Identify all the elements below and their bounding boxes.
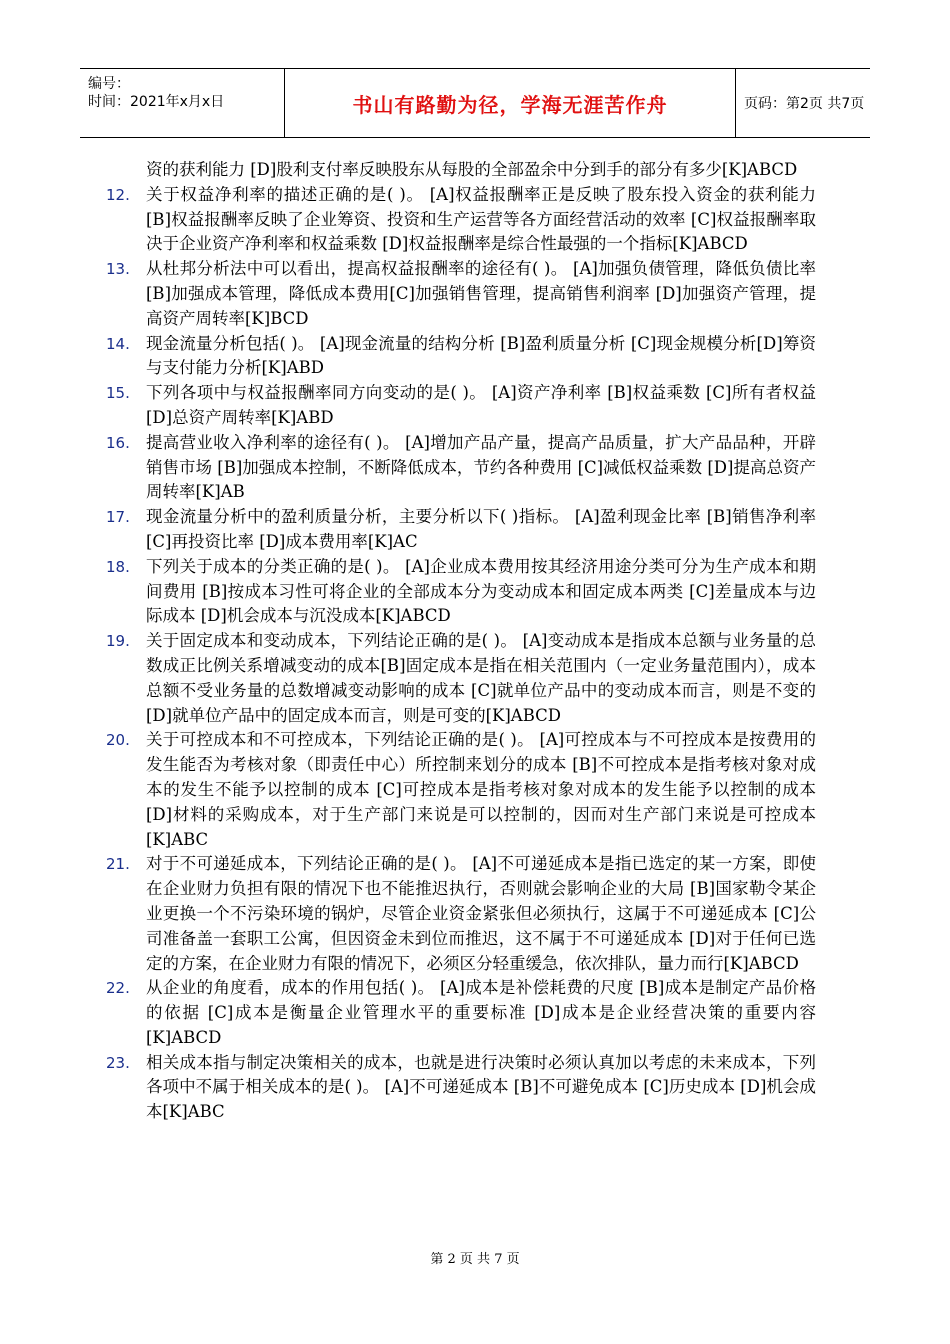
header-meta-cell xyxy=(80,69,285,137)
header-page-info: 页码：第2页 共7页 xyxy=(744,96,865,112)
item-text: 下列关于成本的分类正确的是( )。 [A]企业成本费用按其经济用途分类可分为生产成本和期间费用 [B]按成本习性可将企业的全部成本分为变动成本和固定成本两类 [C]差量成本与边际成本 [D]机会成本与沉没成本[K]ABCD xyxy=(146,556,816,626)
list-item xyxy=(106,976,816,1050)
item-text: 提高营业收入净利率的途径有( )。 [A]增加产品产量，提高产品质量，扩大产品品种，开辟销售市场 [B]加强成本控制，不断降低成本，节约各种费用 [C]减低权益乘数 [D]提高总资产周转率[K]AB xyxy=(146,432,816,502)
item-number: 23. xyxy=(106,1053,130,1072)
list-item xyxy=(106,183,816,257)
item-number: 22. xyxy=(106,979,130,998)
item-text: 现金流量分析中的盈利质量分析，主要分析以下( )指标。 [A]盈利现金比率 [B]销售净利率 [C]再投资比率 [D]成本费用率[K]AC xyxy=(146,507,816,551)
list-item xyxy=(106,555,816,629)
item-text: 从企业的角度看，成本的作用包括( )。 [A]成本是补偿耗费的尺度 [B]成本是制定产品价格的依据 [C]成本是衡量企业管理水平的重要标准 [D]成本是企业经营决策的重要内容[K]ABCD xyxy=(146,978,816,1047)
list-item xyxy=(106,431,816,505)
item-text: 从杜邦分析法中可以看出，提高权益报酬率的途径有( )。 [A]加强负债管理，降低负债比率 [B]加强成本管理，降低成本费用[C]加强销售管理，提高销售利润率 [D]加强资产管理，提高资产周转率[K]BCD xyxy=(146,259,816,328)
item-text: 下列各项中与权益报酬率同方向变动的是( )。 [A]资产净利率 [B]权益乘数 [C]所有者权益 [D]总资产周转率[K]ABD xyxy=(146,383,816,427)
item-number: 13. xyxy=(106,260,130,279)
list-item xyxy=(106,1051,816,1125)
item-number: 20. xyxy=(106,731,130,750)
page-header xyxy=(80,68,870,138)
code-label: 编号： xyxy=(88,76,130,92)
item-number: 21. xyxy=(106,855,130,874)
time-label: 时间：2021年x月x日 xyxy=(88,94,225,110)
list-item xyxy=(106,332,816,382)
item-text: 对于不可递延成本，下列结论正确的是( )。 [A]不可递延成本是指已选定的某一方案，即使在企业财力负担有限的情况下也不能推迟执行，否则就会影响企业的大局 [B]国家勒令某企业更换一个不污染环境的锅炉，尽管企业资金紧张但必须执行，这属于不可递延成本 [C]公司准备盖一套职工公寓，但因资金未到位而推迟，这不属于不可递延成本 [D]对于任何已选定的方案，在企业财力有限的情况下，必须区分轻重缓急，依次排队，量力而行[K]ABCD xyxy=(146,854,816,973)
item-number: 14. xyxy=(106,334,130,353)
list-item xyxy=(106,728,816,852)
continuation-text: 资的获利能力 [D]股利支付率反映股东从每股的全部盈余中分到手的部分有多少[K]ABCD xyxy=(146,160,798,179)
list-item xyxy=(106,852,816,976)
motto-text: 书山有路勤为径，学海无涯苦作舟 xyxy=(352,92,668,117)
item-number: 15. xyxy=(106,384,130,403)
header-motto-cell xyxy=(285,69,736,137)
item-text: 关于可控成本和不可控成本，下列结论正确的是( )。 [A]可控成本与不可控成本是按费用的发生能否为考核对象（即责任中心）所控制来划分的成本 [B]不可控成本是指考核对象对成本的发生不能予以控制的成本 [C]可控成本是指考核对象对成本的发生能予以控制的成本 [D]材料的采购成本，对于生产部门来说是可以控制的，因而对生产部门来说是可控成本[K]ABC xyxy=(146,730,816,849)
item-number: 16. xyxy=(106,433,130,452)
item-text: 现金流量分析包括( )。 [A]现金流量的结构分析 [B]盈利质量分析 [C]现金规模分析[D]筹资与支付能力分析[K]ABD xyxy=(146,333,816,378)
item-text: 关于权益净利率的描述正确的是( )。 [A]权益报酬率正是反映了股东投入资金的获利能力 [B]权益报酬率反映了企业筹资、投资和生产运营等各方面经营活动的效率 [C]权益报酬率取决于企业资产净利率和权益乘数 [D]权益报酬率是综合性最强的一个指标[K]ABCD xyxy=(146,184,816,254)
list-item xyxy=(106,505,816,555)
page-footer: 第 2 页 共 7 页 xyxy=(430,1252,520,1267)
item-number: 18. xyxy=(106,557,130,576)
item-text: 关于固定成本和变动成本，下列结论正确的是( )。 [A]变动成本是指成本总额与业务量的总数成正比例关系增减变动的成本[B]固定成本是指在相关范围内（一定业务量范围内），成本总额不受业务量的总数增减变动影响的成本 [C]就单位产品中的变动成本而言，则是不变的 [D]就单位产品中的固定成本而言，则是可变的[K]ABCD xyxy=(146,631,816,725)
list-item xyxy=(106,257,816,331)
item-number: 12. xyxy=(106,185,130,204)
question-list xyxy=(106,158,816,1125)
item-number: 19. xyxy=(106,632,130,651)
list-item xyxy=(106,381,816,431)
item-text: 相关成本指与制定决策相关的成本，也就是进行决策时必须认真加以考虑的未来成本，下列各项中不属于相关成本的是( )。 [A]不可递延成本 [B]不可避免成本 [C]历史成本 [D]机会成本[K]ABC xyxy=(146,1052,816,1122)
item-number: 17. xyxy=(106,508,130,527)
list-item xyxy=(106,629,816,728)
